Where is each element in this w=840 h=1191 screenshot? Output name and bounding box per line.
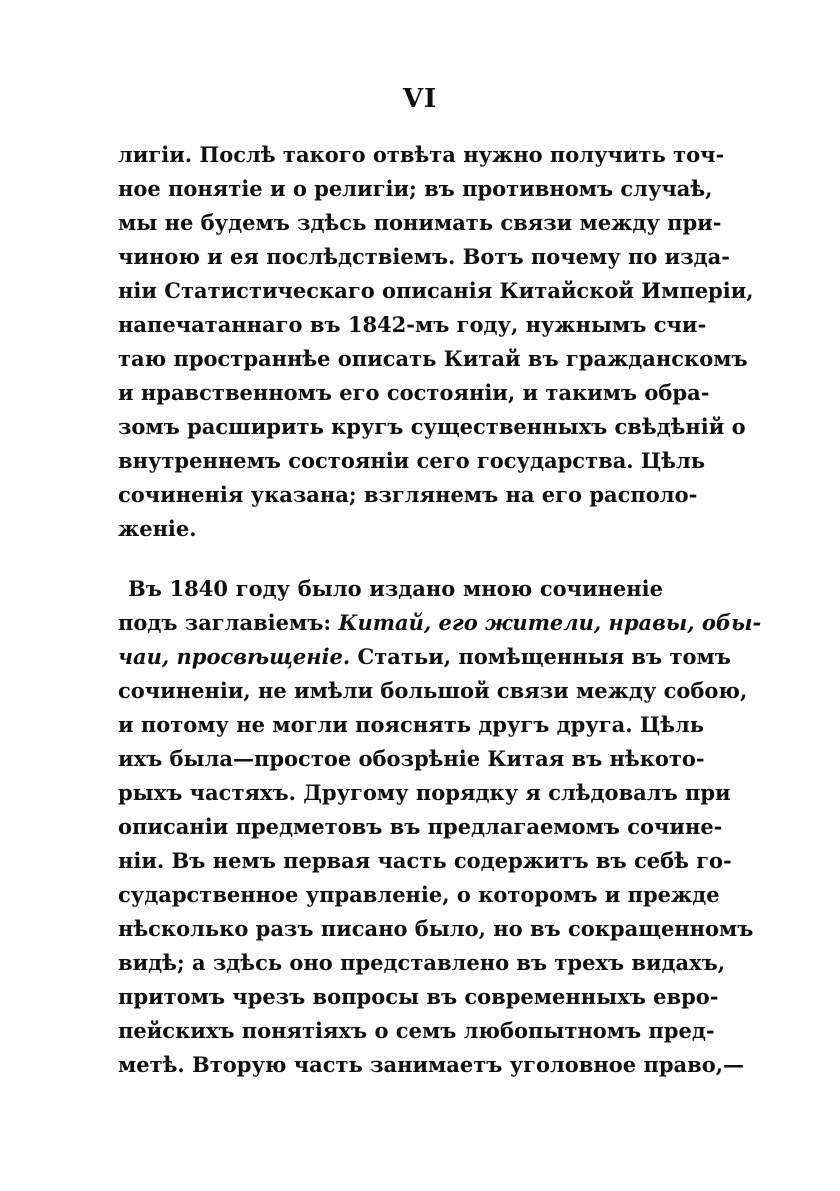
text-line: описаніи предметовъ въ предлагаемомъ сочине- [118,814,723,839]
text-line [118,640,731,674]
text-line: таю пространнѣе описать Китай въ гражданскомъ [118,346,748,371]
text-line: мы не будемъ здѣсь понимать связи между при- [118,210,722,235]
text-line [118,606,762,640]
text-line: зомъ расширить кругъ существенныхъ свѣдѣній о [118,414,746,439]
text-line: пейскихъ понятіяхъ о семъ любопытномъ пред- [118,1018,715,1043]
book-title-italic: чаи, просвѣщеніе. [118,644,351,669]
text-line: ніи. Въ немъ первая часть содержитъ въ себѣ го- [118,848,732,873]
text-line: сударственное управленіе, о которомъ и прежде [118,882,720,907]
text-line: ніи Статистическаго описанія Китайской Имперіи, [118,278,754,303]
text-line: ное понятіе и о религіи; въ противномъ случаѣ, [118,176,713,201]
text-line: и нравственномъ его состояніи, и такимъ обра- [118,380,710,405]
text-line: притомъ чрезъ вопросы въ современныхъ евро- [118,984,719,1009]
book-title-italic: Китай, его жители, нравы, обы- [338,610,762,635]
text-line: сочиненіи, не имѣли большой связи между собою, [118,678,748,703]
text-line: внутреннемъ состояніи сего государства. Цѣль [118,448,706,473]
text-line: ихъ была—простое обозрѣніе Китая въ нѣкото- [118,746,705,771]
text-span: подъ заглавіемъ: [118,610,339,635]
text-line: лигіи. Послѣ такого отвѣта нужно получить точ- [118,142,725,167]
page-number: VI [402,84,438,114]
text-line: нѣсколько разъ писано было, но въ сокращенномъ [118,916,754,941]
text-line: напечатаннаго въ 1842-мъ году, нужнымъ счи- [118,312,707,337]
text-line: чиною и ея послѣдствіемъ. Вотъ почему по изда- [118,244,730,269]
text-line: Въ 1840 году было издано мною сочиненіе [128,576,663,601]
text-line: и потому не могли пояснять другъ друга. Цѣль [118,712,705,737]
text-line: метѣ. Вторую часть занимаетъ уголовное право,— [118,1052,745,1077]
text-line: рыхъ частяхъ. Другому порядку я слѣдовалъ при [118,780,731,805]
text-line: видѣ; а здѣсь оно представлено въ трехъ видахъ, [118,950,726,975]
text-line: женіе. [118,516,197,541]
text-line: сочиненія указана; взглянемъ на его располо- [118,482,698,507]
text-span: Статьи, помѣщенныя въ томъ [350,644,731,669]
